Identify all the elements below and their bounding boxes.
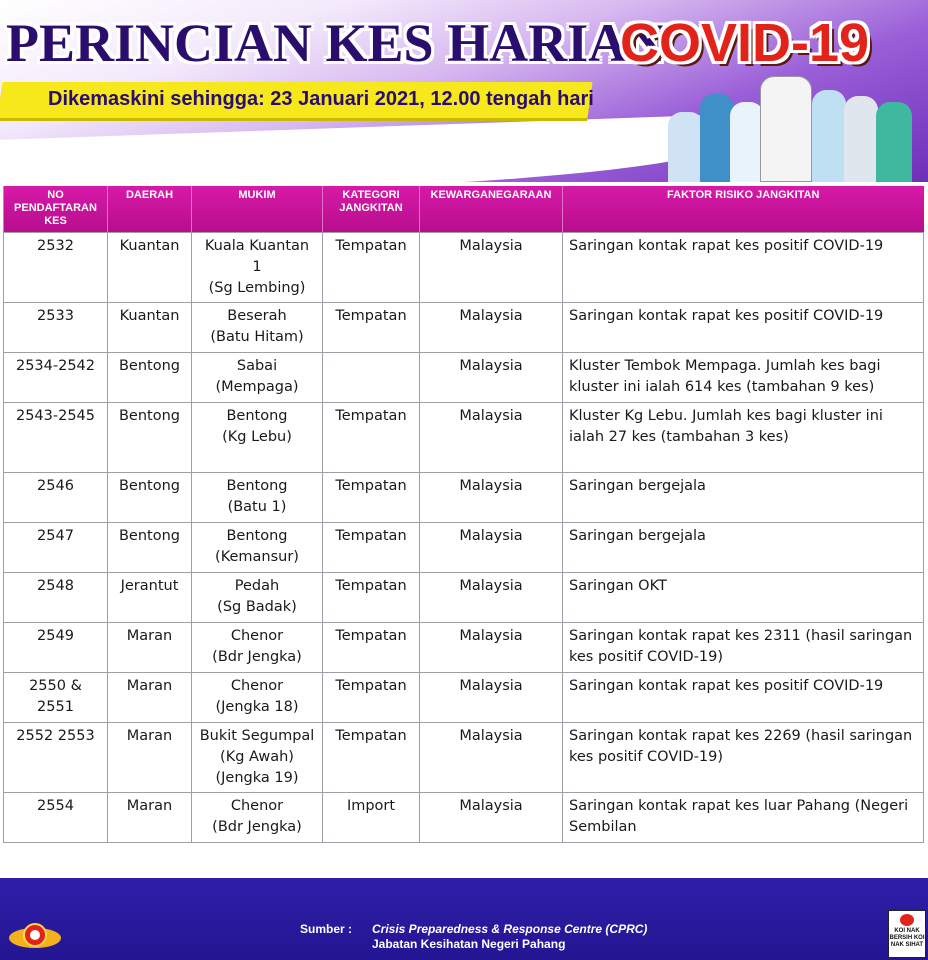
district-cell: Maran bbox=[108, 723, 192, 793]
district-cell: Maran bbox=[108, 793, 192, 843]
district-cell: Kuantan bbox=[108, 303, 192, 353]
mukim-line: Chenor bbox=[230, 798, 284, 814]
category-cell: Tempatan bbox=[323, 473, 420, 523]
mukim-line: (Bdr Jengka) bbox=[212, 649, 302, 665]
mukim-cell bbox=[192, 473, 323, 523]
column-header-faktor: FAKTOR RISIKO JANGKITAN bbox=[563, 186, 924, 233]
page-title: PERINCIAN KES HARIAN bbox=[6, 13, 667, 73]
heart-icon bbox=[900, 914, 914, 926]
risk-factor-cell: Saringan kontak rapat kes luar Pahang (Negeri Sembilan bbox=[563, 793, 924, 843]
citizenship-cell: Malaysia bbox=[420, 793, 563, 843]
district-cell: Jerantut bbox=[108, 573, 192, 623]
mukim-cell bbox=[192, 233, 323, 303]
risk-factor-cell: Saringan OKT bbox=[563, 573, 924, 623]
jkn-logo-icon bbox=[8, 920, 62, 952]
case-number-cell: 2543-2545 bbox=[4, 403, 108, 473]
district-cell: Maran bbox=[108, 673, 192, 723]
mukim-cell bbox=[192, 723, 323, 793]
mukim-cell bbox=[192, 673, 323, 723]
table-row bbox=[4, 573, 924, 623]
table-row bbox=[4, 303, 924, 353]
case-number-cell: 2552 2553 bbox=[4, 723, 108, 793]
mukim-line: Bentong bbox=[226, 478, 288, 494]
case-number-cell: 2534-2542 bbox=[4, 353, 108, 403]
mukim-cell bbox=[192, 623, 323, 673]
banner-wave bbox=[0, 115, 721, 182]
case-number-cell: 2550 & 2551 bbox=[4, 673, 108, 723]
mukim-line: Sabai bbox=[236, 358, 278, 374]
mukim-line: Kuala Kuantan 1 bbox=[204, 238, 310, 275]
healthcare-workers-illustration bbox=[660, 70, 920, 182]
covid-title: COVID-19 bbox=[620, 13, 870, 73]
citizenship-cell: Malaysia bbox=[420, 573, 563, 623]
case-number-cell: 2548 bbox=[4, 573, 108, 623]
risk-factor-cell: Saringan kontak rapat kes 2269 (hasil saringan kes positif COVID-19) bbox=[563, 723, 924, 793]
column-header-kewarganegaraan: KEWARGANEGARAAN bbox=[420, 186, 563, 233]
mukim-cell bbox=[192, 523, 323, 573]
risk-factor-cell: Kluster Kg Lebu. Jumlah kes bagi kluster ini ialah 27 kes (tambahan 3 kes) bbox=[563, 403, 924, 473]
category-cell bbox=[323, 353, 420, 403]
citizenship-cell: Malaysia bbox=[420, 303, 563, 353]
mukim-line: (Jengka 19) bbox=[215, 770, 299, 786]
risk-factor-cell: Saringan bergejala bbox=[563, 473, 924, 523]
source-jkn: Jabatan Kesihatan Negeri Pahang bbox=[372, 937, 566, 951]
case-table bbox=[3, 186, 924, 843]
source-cprc: Crisis Preparedness & Response Centre (CPRC) bbox=[372, 922, 648, 936]
table-row bbox=[4, 353, 924, 403]
case-number-cell: 2549 bbox=[4, 623, 108, 673]
koi-nak-sihat-logo bbox=[888, 910, 926, 958]
mukim-line: Bentong bbox=[226, 408, 288, 424]
citizenship-cell: Malaysia bbox=[420, 723, 563, 793]
case-number-cell: 2554 bbox=[4, 793, 108, 843]
column-header-kategori: KATEGORI JANGKITAN bbox=[323, 186, 420, 233]
category-cell: Tempatan bbox=[323, 233, 420, 303]
table-row bbox=[4, 473, 924, 523]
district-cell: Kuantan bbox=[108, 233, 192, 303]
citizenship-cell: Malaysia bbox=[420, 623, 563, 673]
mukim-cell bbox=[192, 353, 323, 403]
table-row bbox=[4, 623, 924, 673]
mukim-line: (Batu Hitam) bbox=[210, 329, 304, 345]
table-row bbox=[4, 523, 924, 573]
mukim-cell bbox=[192, 573, 323, 623]
mukim-cell bbox=[192, 793, 323, 843]
mukim-cell bbox=[192, 403, 323, 473]
citizenship-cell: Malaysia bbox=[420, 473, 563, 523]
category-cell: Tempatan bbox=[323, 573, 420, 623]
table-header-row bbox=[4, 186, 924, 233]
column-header-mukim: MUKIM bbox=[192, 186, 323, 233]
citizenship-cell: Malaysia bbox=[420, 353, 563, 403]
category-cell: Tempatan bbox=[323, 623, 420, 673]
citizenship-cell: Malaysia bbox=[420, 673, 563, 723]
mukim-line: (Kg Lebu) bbox=[222, 429, 292, 445]
case-number-cell: 2546 bbox=[4, 473, 108, 523]
table-row bbox=[4, 793, 924, 843]
risk-factor-cell: Saringan kontak rapat kes 2311 (hasil saringan kes positif COVID-19) bbox=[563, 623, 924, 673]
district-cell: Bentong bbox=[108, 523, 192, 573]
citizenship-cell: Malaysia bbox=[420, 403, 563, 473]
risk-factor-cell: Saringan kontak rapat kes positif COVID-19 bbox=[563, 303, 924, 353]
logo-text: KOI NAK BERSIH KOI NAK SIHAT bbox=[889, 928, 925, 948]
citizenship-cell: Malaysia bbox=[420, 233, 563, 303]
mukim-line: Bentong bbox=[226, 528, 288, 544]
source-label: Sumber : bbox=[300, 922, 353, 936]
risk-factor-cell: Saringan kontak rapat kes positif COVID-19 bbox=[563, 233, 924, 303]
mukim-line: (Kg Awah) bbox=[220, 749, 294, 765]
category-cell: Import bbox=[323, 793, 420, 843]
risk-factor-cell: Saringan bergejala bbox=[563, 523, 924, 573]
column-header-no: NO PENDAFTARAN KES bbox=[4, 186, 108, 233]
mukim-line: (Jengka 18) bbox=[215, 699, 299, 715]
table-row bbox=[4, 723, 924, 793]
column-header-daerah: DAERAH bbox=[108, 186, 192, 233]
table-row bbox=[4, 403, 924, 473]
risk-factor-cell: Kluster Tembok Mempaga. Jumlah kes bagi kluster ini ialah 614 kes (tambahan 9 kes) bbox=[563, 353, 924, 403]
mukim-line: (Kemansur) bbox=[215, 549, 299, 565]
case-number-cell: 2547 bbox=[4, 523, 108, 573]
category-cell: Tempatan bbox=[323, 673, 420, 723]
citizenship-cell: Malaysia bbox=[420, 523, 563, 573]
mukim-line: Bukit Segumpal bbox=[199, 728, 315, 744]
mukim-line: (Mempaga) bbox=[215, 379, 299, 395]
category-cell: Tempatan bbox=[323, 523, 420, 573]
district-cell: Bentong bbox=[108, 403, 192, 473]
mukim-cell bbox=[192, 303, 323, 353]
mukim-line: (Batu 1) bbox=[227, 499, 287, 515]
header-banner bbox=[0, 0, 928, 182]
mukim-line: Chenor bbox=[230, 628, 284, 644]
mukim-line: Pedah bbox=[234, 578, 280, 594]
table-row bbox=[4, 233, 924, 303]
category-cell: Tempatan bbox=[323, 723, 420, 793]
mukim-line: (Bdr Jengka) bbox=[212, 819, 302, 835]
mukim-line: Beserah bbox=[227, 308, 287, 324]
updated-date: Dikemaskini sehingga: 23 Januari 2021, 12.00 tengah hari bbox=[48, 88, 594, 110]
district-cell: Bentong bbox=[108, 353, 192, 403]
risk-factor-cell: Saringan kontak rapat kes positif COVID-19 bbox=[563, 673, 924, 723]
mukim-line: (Sg Badak) bbox=[217, 599, 297, 615]
table-row bbox=[4, 673, 924, 723]
mukim-line: (Sg Lembing) bbox=[208, 280, 306, 296]
category-cell: Tempatan bbox=[323, 403, 420, 473]
district-cell: Maran bbox=[108, 623, 192, 673]
mukim-line: Chenor bbox=[230, 678, 284, 694]
category-cell: Tempatan bbox=[323, 303, 420, 353]
case-number-cell: 2533 bbox=[4, 303, 108, 353]
district-cell: Bentong bbox=[108, 473, 192, 523]
case-number-cell: 2532 bbox=[4, 233, 108, 303]
